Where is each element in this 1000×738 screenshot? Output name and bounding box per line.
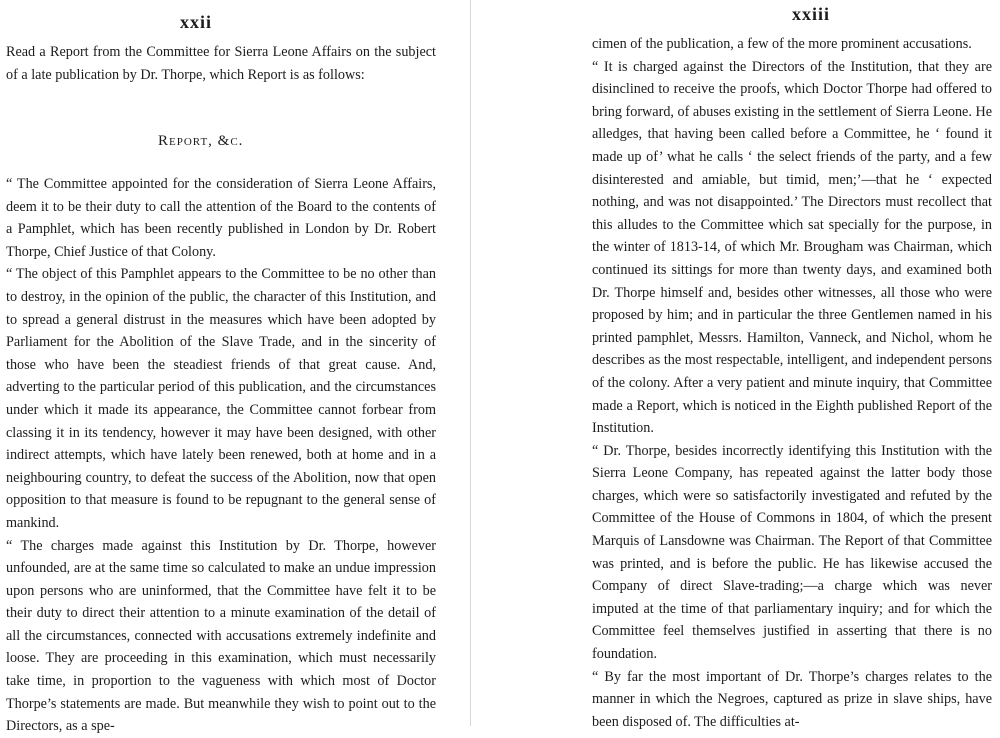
left-paragraph-3: “ The charges made against this Institution by Dr. Thorpe, however unfounded, are at the same time so calculated to make an undue impression upon persons who are uninformed, that the Committee have felt it to be their duty to direct their attention to a minute examination of the detail of all the circumstances, connected with accusations extremely indefinite and loose. They are proceeding in this examination, which must necessarily take time, in proportion to the vagueness with which most of Doctor Thorpe’s statements are made. But meanwhile they wish to point out to the Directors, as a spe- (6, 537, 436, 735)
left-page (0, 0, 462, 735)
right-paragraph-1: cimen of the publication, a few of the more prominent accusations. (592, 36, 972, 52)
left-body-block (6, 173, 436, 738)
left-paragraph-2: “ The object of this Pamphlet appears to the Committee to be no other than to destroy, in the opinion of the public, the character of this Institution, and to spread a general distrust in the measures which have been adopted by Parliament for the Abolition of the Slave Trade, and in the sincerity of those who have been the steadiest friends of that great cause. And, adverting to the particular period of this publication, and the circumstances under which it made its appearance, the Committee cannot forbear from classing it in its tendency, however it may have been designed, with other indirect attempts, which have lately been renewed, both at home and in a neighbouring country, to defeat the success of the Abolition, now that open opposition to that measure is found to be repugnant to the general sense of mankind. (6, 266, 436, 531)
left-paragraph-1: “ The Committee appointed for the consideration of Sierra Leone Affairs, deem it to be their duty to call the attention of the Board to the contents of a Pamphlet, which has been recently published in London by Dr. Robert Thorpe, Chief Justice of that Colony. (6, 176, 436, 260)
report-heading: Report, &c. (158, 133, 244, 149)
right-paragraph-3: “ Dr. Thorpe, besides incorrectly identifying this Institution with the Sierra Leone Company, has repeated against the latter body those charges, which were so satisfactorily investigated and refuted by the Committee of the House of Commons in 1804, of which the present Marquis of Lansdowne was Chairman. The Report of that Committee was printed, and is before the public. He has likewise accused the Company of direct Slave-trading;—a charge which was never imputed at the time of that parliamentary inquiry; and for which the Committee feel themselves justified in asserting that there is no foundation. (592, 442, 992, 663)
left-intro-block (6, 41, 436, 86)
right-page-number: xxiii (792, 4, 831, 24)
right-body-block (592, 33, 992, 733)
page-gutter (470, 0, 471, 726)
right-paragraph-4: “ By far the most important of Dr. Thorpe’s charges relates to the manner in which the Negroes, captured as prize in slave ships, have been disposed of. The difficulties at- (592, 668, 992, 730)
left-page-number: xxii (180, 12, 213, 32)
right-paragraph-2: “ It is charged against the Directors of the Institution, that they are disinclined to receive the proofs, which Doctor Thorpe had offered to bring forward, of abuses existing in the settlement of Sierra Leone. He alledges, that having been called before a Committee, he ‘ found it made up of’ what he calls ‘ the select friends of the party, and a few disinterested and amiable, but timid, men;’—that he ‘ expected nothing, and was not disappointed.’ The Directors must recollect that this alludes to the Committee which sat specially for the purpose, in the winter of 1813-14, of which Mr. Brougham was Chairman, which continued its sittings for more than twenty days, and examined both Dr. Thorpe himself and, besides other witnesses, all those who were proposed by him; and in particular the three Gentlemen named in his printed pamphlet, Messrs. Hamilton, Vanneck, and Nichol, whom he describes as the most respectable, intelligent, and independent persons of the colony. After a very patient and minute inquiry, that Committee made a Report, which is noticed in the Eighth published Report of the Institution. (592, 58, 992, 437)
right-page (580, 0, 1000, 730)
intro-paragraph: Read a Report from the Committee for Sierra Leone Affairs on the subject of a late publication by Dr. Thorpe, which Report is as follows: (6, 44, 436, 83)
